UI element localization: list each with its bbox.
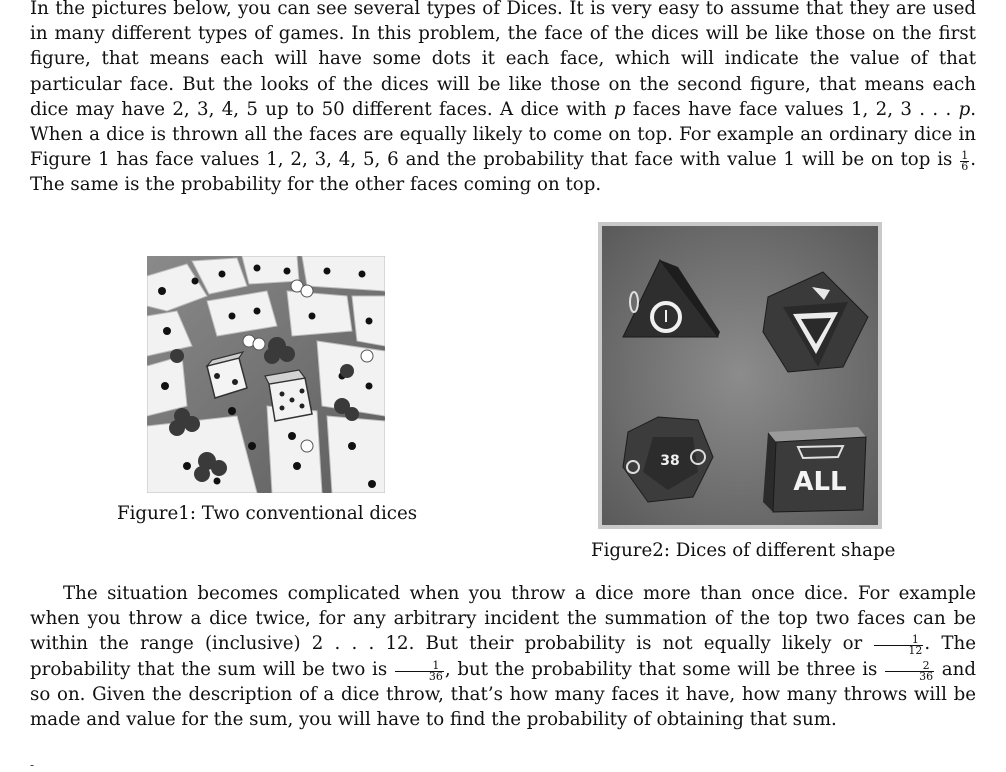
situation-text-c: , but the probability that some will be three is	[444, 658, 885, 680]
intro-paragraph	[30, 0, 976, 198]
frac-denominator: 36	[428, 669, 443, 683]
var-p: p	[613, 98, 626, 120]
frac-denominator: 12	[908, 644, 923, 658]
frac-numerator: 1	[395, 661, 444, 672]
intro-text-d: . The same is the probability for the other faces coming on top.	[30, 149, 976, 196]
figure1-caption: Figure1: Two conventional dices	[117, 503, 418, 524]
figure2-caption: Figure2: Dices of different shape	[591, 540, 896, 561]
situation-paragraph	[30, 581, 976, 732]
situation-text-a: The situation becomes complicated when you throw a dice more than once dice. For example when you throw a dice twice, for any arbitrary incident the summation of the top two faces can be within the range (inclusive) 2 . . . 12. But their probability is not equally likely or	[30, 583, 976, 655]
frac-denominator: 6	[961, 160, 969, 174]
fraction-one-sixth	[960, 151, 969, 172]
figure2-image	[598, 222, 882, 529]
figure1-image	[147, 256, 385, 493]
frac-denominator: 36	[919, 669, 934, 683]
frac-numerator: 1	[874, 635, 923, 646]
cube-die-icon	[763, 427, 866, 512]
situation-text-b: . The probability that the sum will be two is	[30, 633, 976, 680]
cube-label: ALL	[793, 467, 847, 497]
intro-text-a: In the pictures below, you can see several types of Dices. It is very easy to assume that they are used in many different types of games. In this problem, the face of the dices will be like those on the first figure, that means each will have some dots it each face, which will indicate the value of that particular face. But the looks of the dices will be like those on the second figure, that means each dice may have 2, 3, 4, 5 up to 50 different faces. A dice with	[30, 0, 976, 120]
frac-numerator: 2	[885, 661, 934, 672]
intro-text-c: . When a dice is thrown all the faces are equally likely to come on top. For example an ordinary dice in Figure 1 has face values 1, 2, 3, 4, 5, 6 and the probability that face with value 1 will be on top is	[30, 98, 977, 171]
fraction-one-thirty-sixth	[395, 658, 444, 683]
fraction-two-thirty-sixths	[885, 658, 934, 683]
intro-text-b: faces have face values 1, 2, 3 . . .	[625, 98, 959, 120]
frac-numerator: 1	[961, 149, 969, 163]
fraction-one-twelfth	[874, 635, 923, 656]
d20-label: 38	[660, 453, 680, 469]
situation-text-d: and so on. Given the description of a dice throw, that’s how many faces it have, how many throws will be made and value for the sum, you will have to find the probability of obtaining that sum.	[30, 658, 976, 731]
footer-mark: -	[30, 758, 35, 772]
var-p: p	[958, 98, 971, 120]
